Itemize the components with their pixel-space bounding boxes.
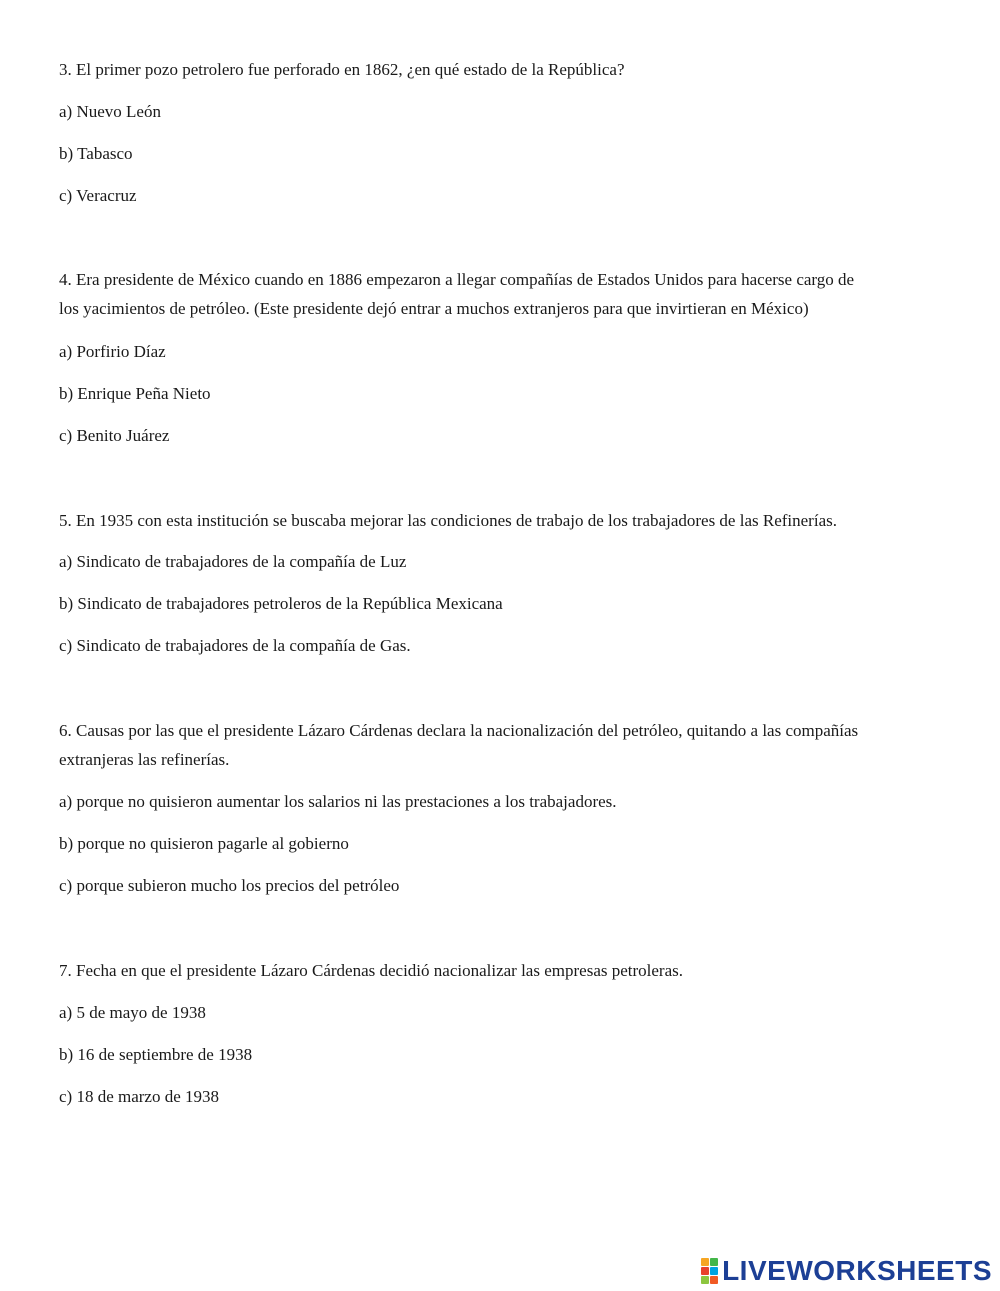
question-7-option-b: b) 16 de septiembre de 1938 <box>59 1045 253 1064</box>
question-6-text-line-2: extranjeras las refinerías. <box>59 750 230 769</box>
logo-square-3 <box>701 1267 709 1275</box>
question-6-option-b: b) porque no quisieron pagarle al gobierno <box>59 834 349 853</box>
question-3-option-c: c) Veracruz <box>59 186 137 205</box>
question-4-option-b: b) Enrique Peña Nieto <box>59 384 211 403</box>
question-6-option-a: a) porque no quisieron aumentar los salarios ni las prestaciones a los trabajadores. <box>59 792 617 811</box>
logo-square-6 <box>710 1276 718 1284</box>
question-5-option-b: b) Sindicato de trabajadores petroleros de la República Mexicana <box>59 594 503 613</box>
question-7-option-a: a) 5 de mayo de 1938 <box>59 1003 206 1022</box>
liveworksheets-logo-icon <box>701 1258 718 1284</box>
question-5-option-c: c) Sindicato de trabajadores de la compañía de Gas. <box>59 636 411 655</box>
question-3-text: 3. El primer pozo petrolero fue perforado en 1862, ¿en qué estado de la República? <box>59 60 625 79</box>
liveworksheets-logo <box>701 1256 992 1286</box>
question-3-option-b: b) Tabasco <box>59 144 133 163</box>
question-4-text-line-1: 4. Era presidente de México cuando en 1886 empezaron a llegar compañías de Estados Unidos para hacerse cargo de <box>59 270 855 289</box>
question-6-text-line-1: 6. Causas por las que el presidente Lázaro Cárdenas declara la nacionalización del petróleo, quitando a las compañías <box>59 721 859 740</box>
question-7-text: 7. Fecha en que el presidente Lázaro Cárdenas decidió nacionalizar las empresas petroleras. <box>59 961 683 980</box>
question-5-text: 5. En 1935 con esta institución se buscaba mejorar las condiciones de trabajo de los trabajadores de las Refinerías. <box>59 511 837 530</box>
question-3-option-a: a) Nuevo León <box>59 102 161 121</box>
logo-square-1 <box>701 1258 709 1266</box>
question-7-option-c: c) 18 de marzo de 1938 <box>59 1087 220 1106</box>
liveworksheets-logo-text: LIVEWORKSHEETS <box>722 1255 992 1286</box>
question-4-option-c: c) Benito Juárez <box>59 426 170 445</box>
question-4-text-line-2: los yacimientos de petróleo. (Este presidente dejó entrar a muchos extranjeros para que invirtieran en México) <box>59 299 809 318</box>
question-4-option-a: a) Porfirio Díaz <box>59 342 166 361</box>
logo-square-5 <box>701 1276 709 1284</box>
question-6-option-c: c) porque subieron mucho los precios del petróleo <box>59 876 400 895</box>
logo-square-4 <box>710 1267 718 1275</box>
question-5-option-a: a) Sindicato de trabajadores de la compañía de Luz <box>59 552 407 571</box>
logo-square-2 <box>710 1258 718 1266</box>
